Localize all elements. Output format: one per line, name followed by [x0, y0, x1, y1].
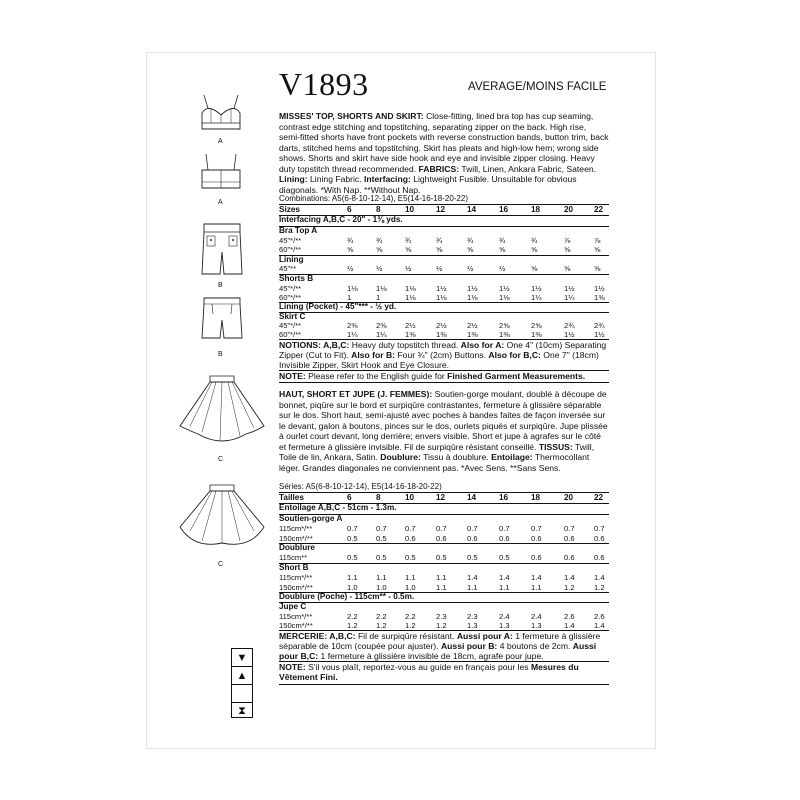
size-cell: 12 [436, 493, 446, 502]
lining-heading: Lining [279, 255, 304, 264]
aussi-a-body: 1 fermeture à glissière séparable de 10cm (coupée pour ajuster). [279, 631, 601, 652]
description-title: MISSES' TOP, SHORTS AND SKIRT: [279, 111, 424, 121]
yardage-cell: 1.4 [594, 573, 605, 582]
fabric-width-label: 150cm*/** [279, 583, 313, 592]
interfacing-body: Lightweight Fusible. Unsuitable for obvious diagonals. *With Nap. **Without Nap. [279, 174, 577, 195]
yardage-cell: 1⅛ [499, 293, 510, 302]
size-cell: 18 [531, 493, 541, 502]
yardage-cell: ½ [436, 264, 443, 273]
yardage-cell: 2½ [405, 321, 416, 330]
yardage-cell: 1⅜ [436, 330, 447, 339]
table-row [279, 284, 609, 293]
yardage-cell: 2.4 [499, 612, 510, 621]
fabric-width-label: 45"*/** [279, 321, 302, 330]
tailles-label: Tailles [279, 493, 304, 502]
yardage-cell: ⅝ [531, 245, 538, 254]
aussi-b-label: Aussi pour B: [440, 641, 498, 652]
yardage-cell: 1 [376, 293, 381, 302]
yardage-cell: ½ [347, 264, 354, 273]
fabric-width-label: 45"** [279, 264, 297, 273]
yardage-cell: ⅝ [376, 245, 383, 254]
yardage-cell: 2.6 [594, 612, 605, 621]
doublure-heading: Doublure [279, 543, 315, 552]
table-row [279, 583, 609, 592]
fabric-width-label: 115cm*/** [279, 612, 313, 621]
yardage-cell: 0.5 [405, 553, 416, 562]
lining-pocket-row: Lining (Pocket) - 45"*** - ½ yd. [279, 302, 397, 311]
sizes-label: Sizes [279, 205, 300, 214]
combinations: Combinations: A5(6-8-10-12-14), E5(14-16-18-20-22) [279, 194, 468, 203]
table-row [279, 321, 609, 330]
fr-note-body: S'il vous plaît, reportez-vous au guide en français pour les [308, 662, 529, 672]
sketch-label: B [218, 351, 223, 358]
yardage-cell: 1.4 [594, 621, 605, 630]
yardage-cell: 1.1 [405, 573, 416, 582]
yardage-cell: 1½ [564, 284, 575, 293]
yardage-cell: 0.7 [594, 524, 605, 533]
yardage-cell: 2.4 [531, 612, 542, 621]
yardage-cell: ⅝ [405, 245, 412, 254]
table-row [279, 573, 609, 582]
mercerie-label: MERCERIE: A,B,C: [279, 631, 356, 641]
notions-label: NOTIONS: A,B,C: [279, 340, 350, 350]
fabric-width-label: 150cm*/** [279, 534, 313, 543]
notions-b-body: Four ¾" (2cm) Buttons. [397, 350, 486, 361]
yardage-cell: ¾ [405, 236, 412, 245]
yardage-cell: 1.4 [499, 573, 510, 582]
table-rule [279, 312, 609, 313]
french-mercerie [279, 631, 609, 662]
sizes-header-row [279, 205, 609, 215]
fabric-width-label: 45"*/** [279, 236, 302, 245]
yardage-cell: 1⅛ [405, 284, 416, 293]
size-cell: 18 [531, 205, 541, 214]
fabric-width-label: 115cm*/** [279, 524, 313, 533]
fabrics-label: FABRICS: [418, 163, 460, 174]
french-description [279, 389, 609, 473]
yardage-cell: 2⅝ [531, 321, 542, 330]
yardage-cell: 1.0 [376, 583, 387, 592]
yardage-cell: 1⅜ [531, 330, 542, 339]
yardage-cell: 2.3 [436, 612, 447, 621]
short-heading: Short B [279, 563, 309, 572]
yardage-cell: 1.4 [564, 621, 575, 630]
yardage-cell: 1 [347, 293, 352, 302]
yardage-cell: 1.3 [499, 621, 510, 630]
table-row [279, 612, 609, 621]
note-body: Please refer to the English guide for [308, 371, 445, 381]
size-cell: 16 [499, 205, 509, 214]
yardage-cell: 0.7 [531, 524, 542, 533]
yardage-cell: 0.7 [499, 524, 510, 533]
yardage-cell: 1¼ [376, 330, 387, 339]
yardage-cell: 2¾ [594, 321, 605, 330]
french-title: HAUT, SHORT ET JUPE (J. FEMMES): [279, 389, 433, 399]
yardage-cell: 1¼ [564, 293, 575, 302]
yardage-cell: 1.0 [347, 583, 358, 592]
table-rule [279, 226, 609, 227]
size-cell: 6 [347, 205, 352, 214]
blank-cell [232, 685, 252, 703]
yardage-cell: 1.2 [564, 583, 575, 592]
size-cell: 22 [594, 493, 604, 502]
yardage-cell: 1.2 [376, 621, 387, 630]
yardage-cell: 1⅜ [594, 293, 605, 302]
yardage-cell: 2.6 [564, 612, 575, 621]
yardage-cell: 1½ [499, 284, 510, 293]
yardage-cell: 0.5 [347, 534, 358, 543]
aussi-b-body: 4 boutons de 2cm. [499, 641, 571, 652]
yardage-cell: ¾ [499, 236, 506, 245]
yardage-cell: 1.3 [467, 621, 478, 630]
yardage-cell: 1.1 [347, 573, 358, 582]
fabric-width-label: 60"*/** [279, 293, 302, 302]
yardage-cell: ⅝ [564, 264, 571, 273]
yardage-cell: ¾ [376, 236, 383, 245]
sketch-label: C [218, 561, 224, 568]
skirt-back-sketch [176, 374, 268, 450]
jupe-heading: Jupe C [279, 602, 307, 611]
sketch-label: C [218, 456, 224, 463]
table-rule [279, 543, 609, 544]
yardage-cell: 0.6 [499, 534, 510, 543]
tailles-header-row [279, 493, 609, 503]
yardage-cell: 1.1 [436, 583, 447, 592]
size-cell: 14 [467, 493, 477, 502]
yardage-cell: 2¾ [564, 321, 575, 330]
fr-note-label: NOTE: [279, 662, 306, 672]
table-row [279, 330, 609, 339]
yardage-cell: ⅝ [347, 245, 354, 254]
yardage-cell: 1¼ [531, 293, 542, 302]
yardage-cell: 0.6 [531, 534, 542, 543]
yardage-cell: 0.5 [376, 553, 387, 562]
yardage-cell: 1.1 [499, 583, 510, 592]
yardage-cell: 1½ [467, 284, 478, 293]
fabrics-body: Twill, Linen, Ankara Fabric, Sateen. [461, 163, 597, 174]
yardage-cell: 1⅛ [467, 293, 478, 302]
mercerie-body: Fil de surpiqûre résistant. [357, 631, 455, 641]
interfacing-label: Interfacing: [364, 174, 411, 184]
aussi-bc-label: Aussi pour B,C: [279, 641, 597, 662]
yardage-cell: 1⅛ [376, 284, 387, 293]
size-cell: 8 [376, 493, 381, 502]
size-cell: 10 [405, 493, 415, 502]
sketch-label: B [218, 282, 223, 289]
yardage-cell: ⅝ [531, 264, 538, 273]
fr-note-bold: Mesures du Vêtement Fini. [279, 662, 579, 683]
yardage-cell: 2.2 [405, 612, 416, 621]
skirt-heading: Skirt C [279, 312, 306, 321]
yardage-cell: ½ [499, 264, 506, 273]
symbol-legend [231, 648, 253, 718]
yardage-cell: 1.2 [405, 621, 416, 630]
yardage-cell: 0.7 [564, 524, 575, 533]
yardage-cell: 0.7 [467, 524, 478, 533]
yardage-cell: 1.2 [347, 621, 358, 630]
note-bold: Finished Garment Measurements. [447, 371, 586, 381]
skirt-front-sketch [176, 483, 268, 553]
bra-top-heading: Bra Top A [279, 226, 318, 235]
difficulty-level: AVERAGE/MOINS FACILE [468, 81, 607, 93]
note-label: NOTE: [279, 371, 306, 381]
yardage-cell: ½ [376, 264, 383, 273]
fr-note-rule [279, 684, 609, 685]
size-cell: 20 [564, 205, 574, 214]
up-triangle-icon: ▲ [232, 667, 252, 685]
interfacing-row: Interfacing A,B,C - 20" - 1⅜ yds. [279, 215, 403, 224]
yardage-cell: ¾ [531, 236, 538, 245]
yardage-cell: 1.1 [436, 573, 447, 582]
yardage-cell: 1½ [594, 284, 605, 293]
yardage-cell: 1.2 [594, 583, 605, 592]
bra-top-back-sketch [196, 152, 246, 196]
lining-label: Lining: [279, 174, 308, 184]
yardage-cell: ¾ [467, 236, 474, 245]
yardage-cell: 1⅜ [467, 330, 478, 339]
yardage-cell: 1.1 [531, 583, 542, 592]
yardage-cell: ¾ [347, 236, 354, 245]
entoilage-row: Entoilage A,B,C - 51cm - 1.3m. [279, 503, 397, 512]
yardage-cell: 0.6 [594, 534, 605, 543]
yardage-cell: 2⅝ [499, 321, 510, 330]
english-description [279, 111, 609, 195]
french-note [279, 662, 609, 682]
yardage-cell: 0.5 [347, 553, 358, 562]
yardage-cell: 2½ [467, 321, 478, 330]
yardage-cell: 1.3 [531, 621, 542, 630]
yardage-cell: ⅝ [594, 264, 601, 273]
yardage-cell: 1⅛ [347, 284, 358, 293]
yardage-cell: ⅝ [467, 245, 474, 254]
yardage-cell: 1⅜ [405, 330, 416, 339]
yardage-cell: 1.0 [405, 583, 416, 592]
table-rule [279, 563, 609, 564]
yardage-cell: ⅝ [499, 245, 506, 254]
tissus-body: Twill, Toile de lin, Ankara, Satin. [279, 441, 595, 462]
yardage-cell: 1¼ [347, 330, 358, 339]
french-body: Soutien-gorge moulant, doublé à découpe de bonnet, piqûre sur le bord et surpiqûre contrastantes, fermeture à glissière séparable sur le dos. Short haut, semi-ajusté avec poches à bandes faites de façon inversée sur le devant, galon à boutons, pinces sur le dos, ourlets piqués et surpiqûre. Jupe plissée à ourlet court devant, long derrière; envers visible. Short et jupe à agrafes sur le côté et fermeture à glissière invisible. Fil de surpiqûre résistant conseillé. [279, 389, 608, 452]
yardage-cell: 0.5 [499, 553, 510, 562]
yardage-cell: 1⅛ [405, 293, 416, 302]
table-rule [279, 255, 609, 256]
notions-bc-label: Also for B,C: [488, 350, 541, 361]
shorts-front-sketch [200, 222, 244, 278]
fabric-width-label: 115cm** [279, 553, 308, 562]
yardage-cell: 1½ [531, 284, 542, 293]
shorts-back-sketch [200, 296, 244, 342]
description-body: Close-fitting, lined bra top has cup seaming, contrast edge stitching and topstitching, separating zipper on the back. High rise, semi-fitted shorts have front pockets with reverse construction bands, button trim, back darts, stitched hems and topstitching. Skirt has pleats and high-low hem; wrong side shows. Shorts and skirt have side hook and eye and invisible zipper closing. Heavy duty topstitch thread recommended. [279, 111, 609, 174]
yardage-cell: 2⅜ [347, 321, 358, 330]
yardage-cell: 1.4 [564, 573, 575, 582]
yardage-cell: 2⅜ [376, 321, 387, 330]
yardage-cell: 1.4 [467, 573, 478, 582]
size-cell: 12 [436, 205, 446, 214]
yardage-cell: ½ [467, 264, 474, 273]
yardage-cell: 0.7 [436, 524, 447, 533]
notions-body: Heavy duty topstitch thread. [351, 340, 459, 350]
table-row [279, 553, 609, 562]
entoilage-label: Entoilage: [491, 452, 533, 462]
yardage-cell: 0.7 [347, 524, 358, 533]
yardage-cell: 0.7 [405, 524, 416, 533]
yardage-cell: 0.6 [594, 553, 605, 562]
aussi-bc-body: 1 fermeture à glissière invisible de 18cm, agrafe pour jupe. [320, 651, 544, 662]
yardage-cell: 0.6 [564, 553, 575, 562]
fabric-width-label: 150cm*/** [279, 621, 313, 630]
yardage-cell: 2.2 [376, 612, 387, 621]
english-notions [279, 340, 609, 371]
fabric-width-label: 60"*/** [279, 245, 302, 254]
size-cell: 22 [594, 205, 604, 214]
table-row [279, 524, 609, 533]
pattern-number: V1893 [279, 66, 369, 102]
down-triangle-icon: ▼ [232, 649, 252, 667]
fabric-width-label: 60"*/** [279, 330, 302, 339]
yardage-cell: ¾ [436, 236, 443, 245]
notions-a-body: One 4" (10cm) Separating Zipper (Cut to Fit). [279, 340, 607, 361]
series: Séries: A5(6-8-10-12-14), E5(14-16-18-20-22) [279, 482, 442, 491]
notions-b-label: Also for B: [351, 350, 396, 361]
yardage-cell: 1.1 [376, 573, 387, 582]
fabric-width-label: 45"*/** [279, 284, 302, 293]
yardage-cell: 1.2 [436, 621, 447, 630]
yardage-cell: ⅞ [594, 236, 601, 245]
size-cell: 6 [347, 493, 352, 502]
yardage-cell: 2.2 [347, 612, 358, 621]
yardage-cell: ⅝ [594, 245, 601, 254]
yardage-cell: 1⅜ [499, 330, 510, 339]
tissus-label: TISSUS: [538, 441, 573, 452]
bra-top-front-sketch [196, 93, 246, 135]
table-row [279, 293, 609, 302]
table-row [279, 264, 609, 273]
size-cell: 14 [467, 205, 477, 214]
yardage-cell: 0.6 [436, 534, 447, 543]
yardage-cell: 1.4 [531, 573, 542, 582]
sketch-label: A [218, 199, 223, 206]
doublure-body: Tissu à doublure. [423, 452, 489, 462]
table-row [279, 621, 609, 630]
yardage-cell: ⅞ [564, 236, 571, 245]
table-rule [279, 602, 609, 603]
yardage-cell: 0.6 [531, 553, 542, 562]
yardage-cell: 0.5 [467, 553, 478, 562]
yardage-cell: 0.6 [405, 534, 416, 543]
yardage-cell: 1½ [436, 284, 447, 293]
table-row [279, 245, 609, 254]
yardage-cell: 1½ [594, 330, 605, 339]
yardage-cell: 0.5 [376, 534, 387, 543]
shorts-heading: Shorts B [279, 274, 314, 283]
yardage-cell: 2½ [436, 321, 447, 330]
notions-a-label: Also for A: [460, 340, 505, 350]
yardage-cell: 0.6 [564, 534, 575, 543]
yardage-cell: ⅝ [436, 245, 443, 254]
english-note [279, 371, 609, 381]
notions-bc-body: One 7" (18cm) Invisible Zipper, Skirt Hook and Eye Closure. [279, 350, 599, 371]
yardage-cell: 1⅛ [436, 293, 447, 302]
yardage-cell: 0.5 [436, 553, 447, 562]
note-rule [279, 382, 609, 383]
yardage-cell: 0.6 [467, 534, 478, 543]
yardage-cell: 0.7 [376, 524, 387, 533]
table-row [279, 236, 609, 245]
size-cell: 20 [564, 493, 574, 502]
doublure-poche-row: Doublure (Poche) - 115cm** - 0.5m. [279, 592, 415, 601]
size-cell: 10 [405, 205, 415, 214]
doublure-label: Doublure: [380, 452, 421, 462]
table-rule [279, 274, 609, 275]
hourglass-icon: ⧗ [238, 705, 246, 717]
size-cell: 16 [499, 493, 509, 502]
yardage-cell: 1½ [564, 330, 575, 339]
sketch-label: A [218, 138, 223, 145]
soutien-gorge-heading: Soutien-gorge A [279, 514, 343, 523]
entoilage-body: Thermocollant léger. Grandes diagonales ne conviennent pas. *Avec Sens. **Sans Sens. [279, 452, 590, 473]
aussi-a-label: Aussi pour A: [456, 631, 513, 641]
lining-body: Lining Fabric. [310, 174, 362, 184]
table-row [279, 534, 609, 543]
yardage-cell: 1.1 [467, 583, 478, 592]
yardage-cell: 2.3 [467, 612, 478, 621]
yardage-cell: ⅝ [564, 245, 571, 254]
yardage-cell: ½ [405, 264, 412, 273]
size-cell: 8 [376, 205, 381, 214]
fabric-width-label: 115cm*/** [279, 573, 313, 582]
